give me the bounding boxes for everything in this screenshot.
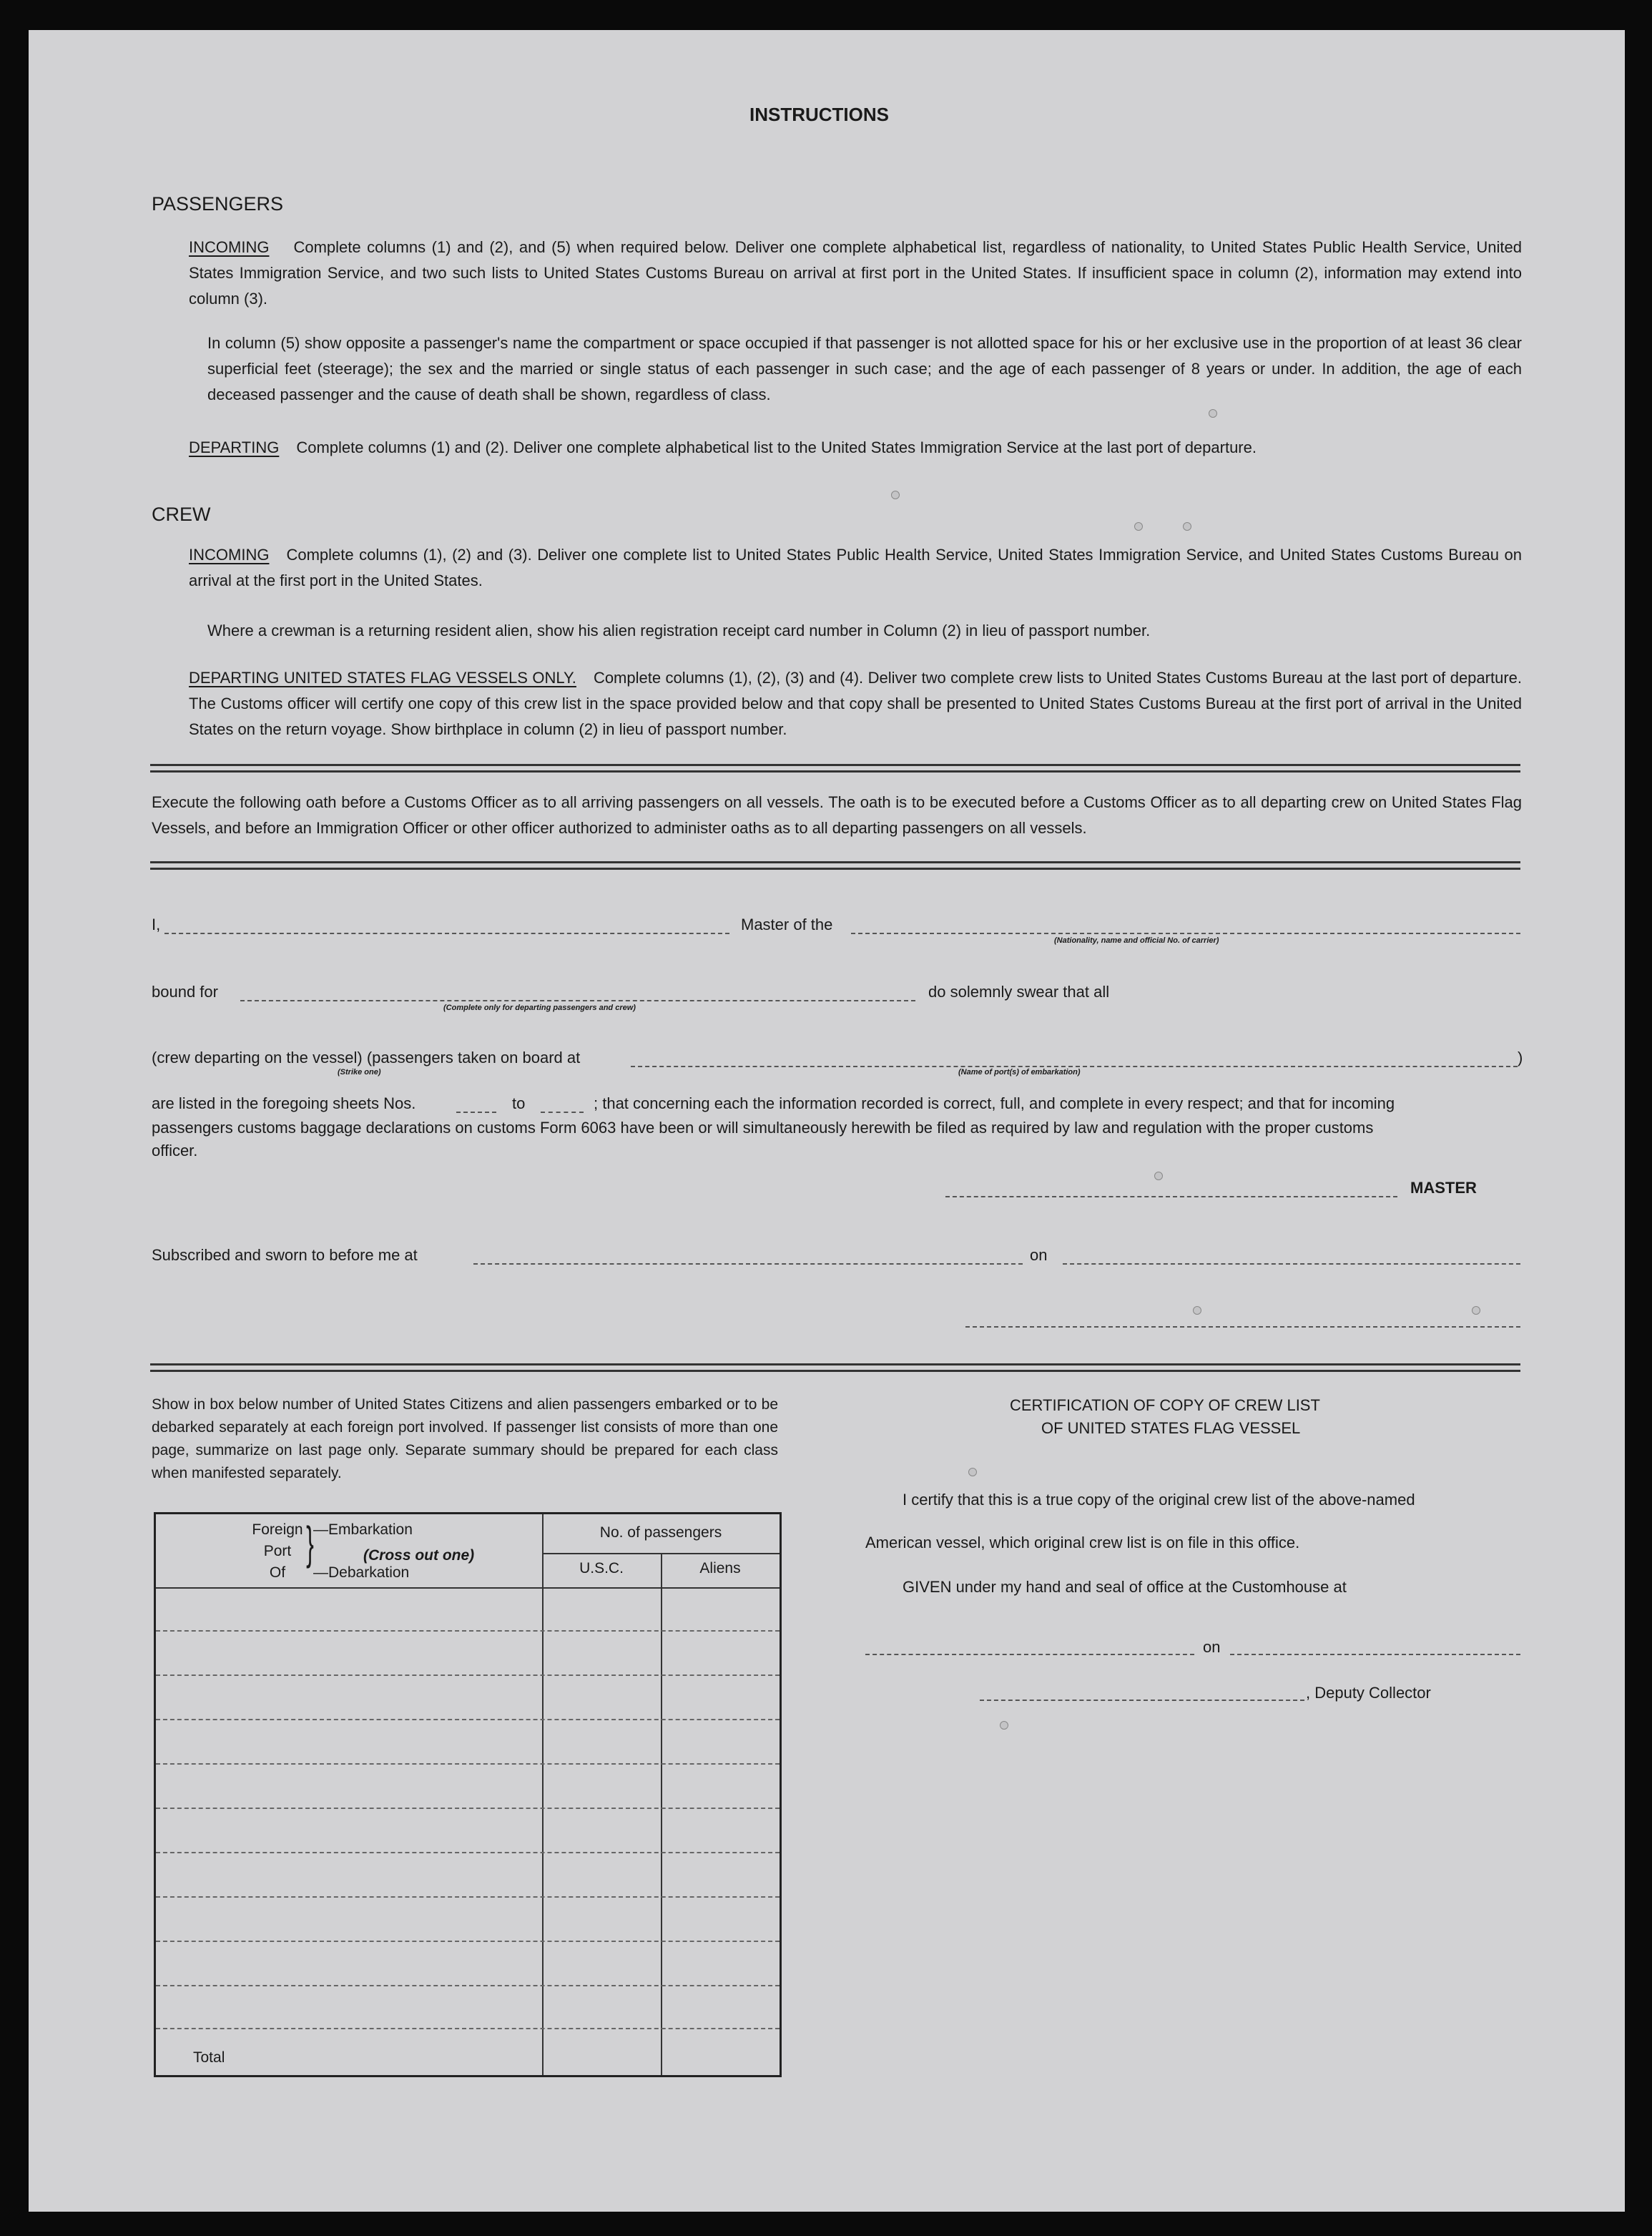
listed-line3: officer. [152,1142,198,1159]
listed-text: are listed in the foregoing sheets Nos. [152,1094,416,1112]
form-page [29,30,1625,2212]
port-label: Port [263,1543,292,1559]
cross-out-note: (Cross out one) [363,1547,475,1564]
crew-heading: CREW [152,504,211,525]
aliens-header: Aliens [699,1560,741,1577]
section-divider [150,1363,1520,1372]
table-row[interactable] [156,1941,780,1942]
sworn-place-field[interactable] [473,1263,1023,1265]
passengers-departing-text: Complete columns (1) and (2). Deliver one complete alphabetical list to the United States Immigration Service at the last port of departure. [296,438,1257,456]
master-of-the-label: Master of the [741,916,833,933]
embarkation-label: —Embarkation [313,1521,413,1538]
debarkation-label: —Debarkation [313,1564,410,1581]
subscribed-label: Subscribed and sworn to before me at [152,1246,418,1264]
brace-glyph: } [306,1517,314,1569]
table-row[interactable] [156,1896,780,1898]
scan-speck [1183,522,1191,531]
total-label: Total [193,2049,225,2066]
passengers-incoming-text: Complete columns (1) and (2), and (5) when required below. Deliver one complete alphabetical list, regardless of nationality, to United States Public Health Service, United States Immigration Service, and two such lists to United States Customs Bureau on arrival at first port in the United States. If insufficient space in column (2), information may extend into column (3). [189,238,1522,308]
given-text: GIVEN under my hand and seal of office at the Customhouse at [903,1578,1347,1596]
certify-text: I certify that this is a true copy of the original crew list of the above-named [903,1491,1415,1509]
listed-line2: passengers customs baggage declarations on customs Form 6063 have been or will simultaneously herewith be filed as required by law and regulation with the proper customs [152,1119,1374,1137]
section-divider [150,764,1520,773]
table-row[interactable] [156,1808,780,1809]
scan-speck [1472,1306,1480,1315]
of-label: Of [269,1564,286,1581]
passengers-heading: PASSENGERS [152,193,284,215]
master-signature-field[interactable] [945,1196,1397,1197]
foreign-label: Foreign [252,1521,303,1538]
close-paren: ) [1518,1049,1523,1066]
passengers-incoming-label: INCOMING [189,238,270,256]
ports-note: (Name of port(s) of embarkation) [958,1068,1081,1077]
sworn-date-field[interactable] [1063,1263,1520,1265]
table-divider [542,1514,544,2075]
american-vessel-text: American vessel, which original crew list is on file in this office. [865,1534,1300,1551]
table-row[interactable] [156,1763,780,1765]
deputy-collector-label: , Deputy Collector [1306,1684,1431,1702]
sheet-from-field[interactable] [456,1112,496,1113]
nationality-note: (Nationality, name and official No. of carrier) [1054,936,1219,945]
bound-for-note: (Complete only for departing passengers and crew) [443,1004,636,1012]
oath-intro: Execute the following oath before a Customs Officer as to all arriving passengers on all vessels. The oath is to be executed before a Customs Officer as to all departing crew on United States Flag Vessels, and before an Immigration Officer or other officer authorized to administer oaths as to all departing passengers on all vessels. [152,793,1522,837]
swear-text: do solemnly swear that all [928,983,1110,1001]
scan-speck [1193,1306,1201,1315]
passenger-summary-table [154,1512,782,2077]
table-row[interactable] [156,1852,780,1853]
certification-on-label: on [1203,1638,1221,1656]
listed-rest: ; that concerning each the information recorded is correct, full, and complete in every respect; and that for incoming [594,1094,1395,1112]
crew-departing-paragraph [189,665,1522,742]
table-divider [156,1587,780,1589]
passengers-incoming-paragraph [189,235,1522,312]
vessel-field[interactable] [851,933,1520,934]
certification-title-line1: CERTIFICATION OF COPY OF CREW LIST [1010,1396,1320,1414]
table-row[interactable] [156,2028,780,2029]
bound-for-field[interactable] [240,1000,915,1001]
table-row[interactable] [156,1630,780,1632]
crew-departing-label: DEPARTING UNITED STATES FLAG VESSELS ONLY. [189,669,576,687]
summary-instructions: Show in box below number of United States Citizens and alien passengers embarked or to be debarked separately at each foreign port involved. If passenger list consists of more than one page, summarize on last page only. Separate summary should be prepared for each class when manifested separately. [152,1396,778,1481]
crew-alien-text: Where a crewman is a returning resident alien, show his alien registration receipt card number in Column (2) in lieu of passport number. [207,622,1151,639]
oath-i-label: I, [152,916,161,933]
usc-header: U.S.C. [579,1560,624,1577]
master-name-field[interactable] [164,933,729,934]
passengers-departing-paragraph [189,435,1522,461]
embarkation-ports-field[interactable] [631,1066,1518,1067]
table-row[interactable] [156,1719,780,1720]
passengers-column5-text: In column (5) show opposite a passenger's name the compartment or space occupied if that passenger is not allotted space for his or her exclusive use in the proportion of at least 36 clear superficial feet (steerage); the sex and the married or single status of each passenger in such case; and the age of each passenger of 8 years or under. In addition, the age of each deceased passenger and the cause of death shall be shown, regardless of class. [207,334,1522,403]
table-divider [542,1553,780,1554]
scan-speck [1154,1172,1163,1180]
crew-departing-text: Complete columns (1), (2), (3) and (4). Deliver two complete crew lists to United States Customs Bureau at the last port of departure. The Customs officer will certify one copy of this crew list in the space provided below and that copy shall be presented to United States Customs Bureau at the first port of arrival in the United States on the return voyage. Show birthplace in column (2) in lieu of passport number. [189,669,1522,738]
to-label: to [512,1094,526,1112]
no-of-passengers-header: No. of passengers [599,1524,722,1541]
customhouse-field[interactable] [865,1654,1194,1655]
table-row[interactable] [156,1985,780,1986]
scan-speck [1000,1721,1008,1730]
certification-title-line2: OF UNITED STATES FLAG VESSEL [1041,1419,1301,1437]
table-row[interactable] [156,1674,780,1676]
scan-speck [1134,522,1143,531]
strike-one-note: (Strike one) [338,1068,381,1077]
crew-incoming-label: INCOMING [189,546,270,564]
sworn-on-label: on [1030,1246,1048,1264]
scan-speck [891,491,900,499]
officer-signature-field[interactable] [965,1326,1520,1328]
master-label: MASTER [1410,1179,1477,1197]
crew-incoming-text: Complete columns (1), (2) and (3). Deliver one complete list to United States Public Health Service, United States Immigration Service, and United States Customs Bureau on arrival at the first port in the United States. [189,546,1522,589]
deputy-signature-field[interactable] [980,1700,1304,1701]
crew-incoming-paragraph [189,542,1522,594]
page-title: INSTRUCTIONS [749,104,889,125]
passengers-departing-label: DEPARTING [189,438,280,456]
bound-for-label: bound for [152,983,218,1001]
sheet-to-field[interactable] [541,1112,584,1113]
certification-date-field[interactable] [1230,1654,1520,1655]
crew-departing-option: (crew departing on the vessel) (passengers taken on board at [152,1049,581,1066]
scan-speck [968,1468,977,1476]
scan-speck [1209,409,1217,418]
section-divider [150,861,1520,870]
